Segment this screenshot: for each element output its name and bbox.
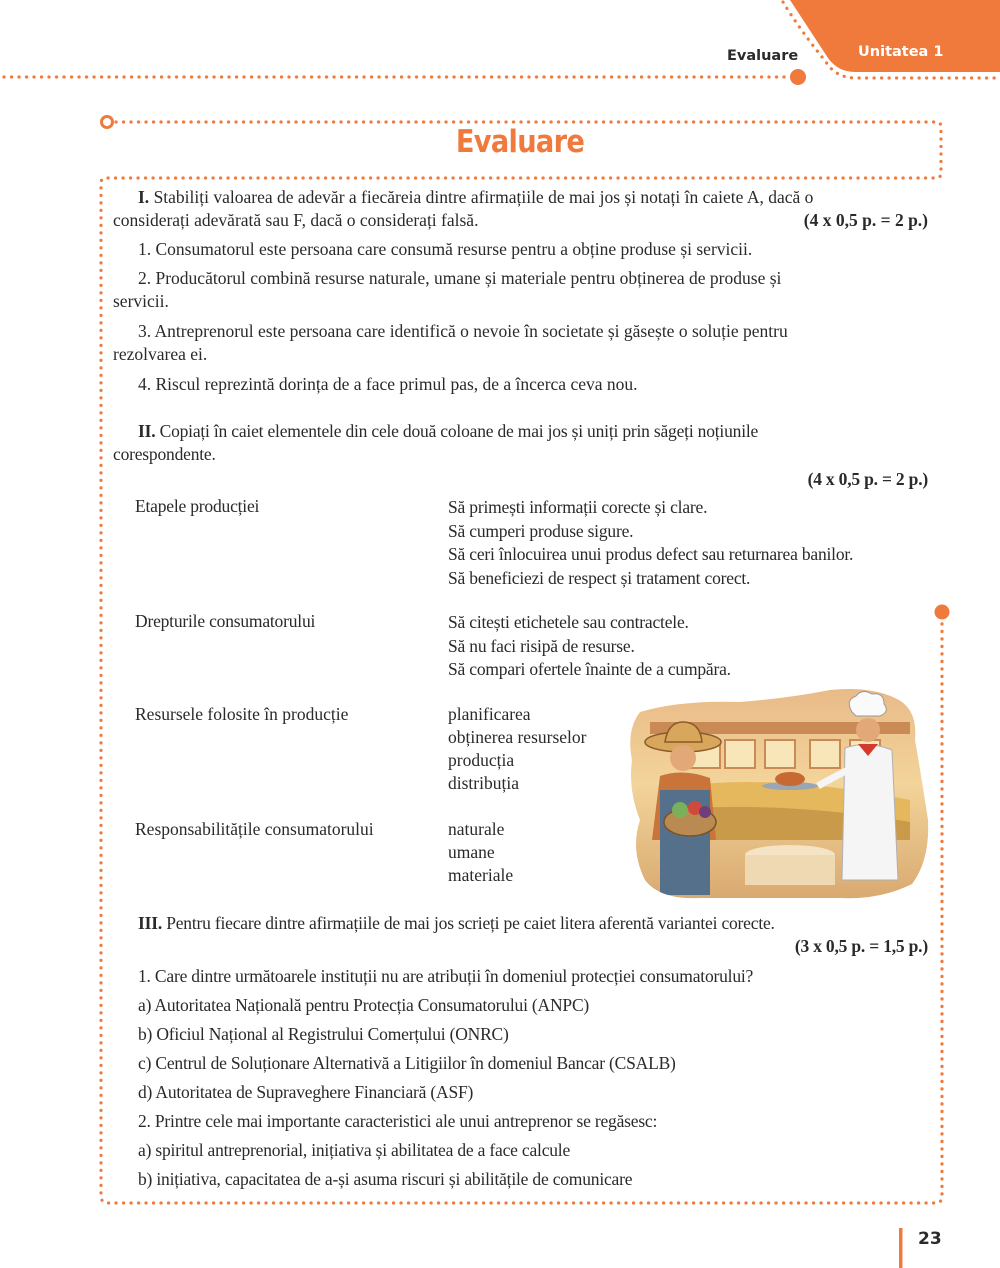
match-right-item: Să compari ofertele înainte de a cumpăra.: [448, 659, 731, 679]
match-left-3: Resursele folosite în producție: [135, 704, 349, 724]
part2-instruction-cont: corespondente.: [113, 444, 216, 464]
header-section-label: Evaluare: [727, 48, 799, 64]
match-right-item: materiale: [448, 865, 514, 885]
part1-instruction: I. Stabiliți valoarea de adevăr a fiecăreia dintre afirmațiile de mai jos și notați în caiete A, dacă o: [138, 187, 814, 207]
part1-label: I.: [138, 187, 150, 207]
part3-option: a) spiritul antreprenorial, inițiativa și abilitatea de a face calcule: [138, 1140, 571, 1160]
match-right-item: Să cumperi produse sigure.: [448, 520, 634, 541]
match-right-item: Să nu faci risipă de resurse.: [448, 635, 635, 656]
part1-item-4: 4. Riscul reprezintă dorința de a face primul pas, de a încerca ceva nou.: [138, 374, 638, 394]
match-right-item: naturale: [448, 819, 505, 839]
part3-score: (3 x 0,5 p. = 1,5 p.): [794, 936, 928, 956]
part1-item-3: 3. Antreprenorul este persoana care identifică o nevoie în societate și găsește o soluție pentru: [138, 321, 788, 341]
match-right-item: planificarea: [448, 704, 531, 724]
header-dot: [790, 69, 806, 85]
part3-question-2: 2. Printre cele mai importante caracteristici ale unui antreprenor se regăsesc:: [138, 1111, 658, 1131]
part1-item-2: 2. Producătorul combină resurse naturale, umane și materiale pentru obținerea de produse și: [138, 268, 782, 288]
match-right-group-4: [448, 818, 513, 887]
match-right-item: distribuția: [448, 773, 519, 793]
unit-tab-background: [790, 0, 1000, 72]
part3-option: b) inițiativa, capacitatea de a-și asuma riscuri și abilitățile de comunicare: [138, 1169, 633, 1189]
match-right-item: Să ceri înlocuirea unui produs defect sau returnarea banilor.: [448, 544, 854, 564]
part1-instruction-cont: considerați adevărată sau F, dacă o considerați falsă.: [113, 210, 479, 230]
side-dot: [935, 605, 950, 620]
part3-label: III.: [138, 913, 163, 933]
part3-option: d) Autoritatea de Supraveghere Financiară (ASF): [138, 1082, 474, 1102]
unit-tab-label[interactable]: Unitatea 1: [858, 44, 944, 60]
part2-label: II.: [138, 421, 156, 441]
part1-item-3-cont: rezolvarea ei.: [113, 344, 208, 364]
part2-instruction: II. Copiați în caiet elementele din cele două coloane de mai jos și uniți prin săgeți noțiunile: [138, 421, 759, 441]
match-right-item: Să beneficiezi de respect și tratament corect.: [448, 567, 751, 588]
match-right-item: Să primești informații corecte și clare.: [448, 497, 708, 517]
match-left-2: Drepturile consumatorului: [135, 611, 316, 631]
match-right-group-1: [448, 496, 853, 590]
match-right-group-3: [448, 703, 586, 795]
match-right-item: obținerea resurselor: [448, 727, 587, 747]
farmer-and-chef-illustration: [620, 680, 940, 910]
part3-question-1: 1. Care dintre următoarele instituții nu are atribuții în domeniul protecției consumatorului?: [138, 966, 754, 986]
part1-score: (4 x 0,5 p. = 2 p.): [803, 210, 928, 230]
page-title: Evaluare: [455, 124, 585, 160]
part3-instruction: III. Pentru fiecare dintre afirmațiile de mai jos scrieți pe caiet litera aferentă variantei corecte.: [138, 913, 775, 933]
match-right-item: producția: [448, 750, 515, 770]
part1-item-2-cont: servicii.: [113, 291, 169, 311]
part2-score: (4 x 0,5 p. = 2 p.): [807, 469, 928, 489]
match-right-item: umane: [448, 842, 495, 862]
page-number-bar: [899, 1228, 903, 1268]
match-left-1: Etapele producției: [135, 496, 260, 516]
part3-option: a) Autoritatea Națională pentru Protecția Consumatorului (ANPC): [138, 995, 590, 1015]
part3-option: c) Centrul de Soluționare Alternativă a Litigiilor în domeniul Bancar (CSALB): [138, 1053, 676, 1073]
match-left-4: Responsabilitățile consumatorului: [135, 819, 374, 839]
match-right-item: Să citești etichetele sau contractele.: [448, 612, 689, 632]
page-number: 23: [918, 1229, 942, 1249]
match-right-group-2: [448, 611, 731, 682]
part1-item-1: 1. Consumatorul este persoana care consumă resurse pentru a obține produse și servicii.: [138, 239, 753, 259]
part3-option: b) Oficiul Național al Registrului Comerțului (ONRC): [138, 1024, 509, 1044]
